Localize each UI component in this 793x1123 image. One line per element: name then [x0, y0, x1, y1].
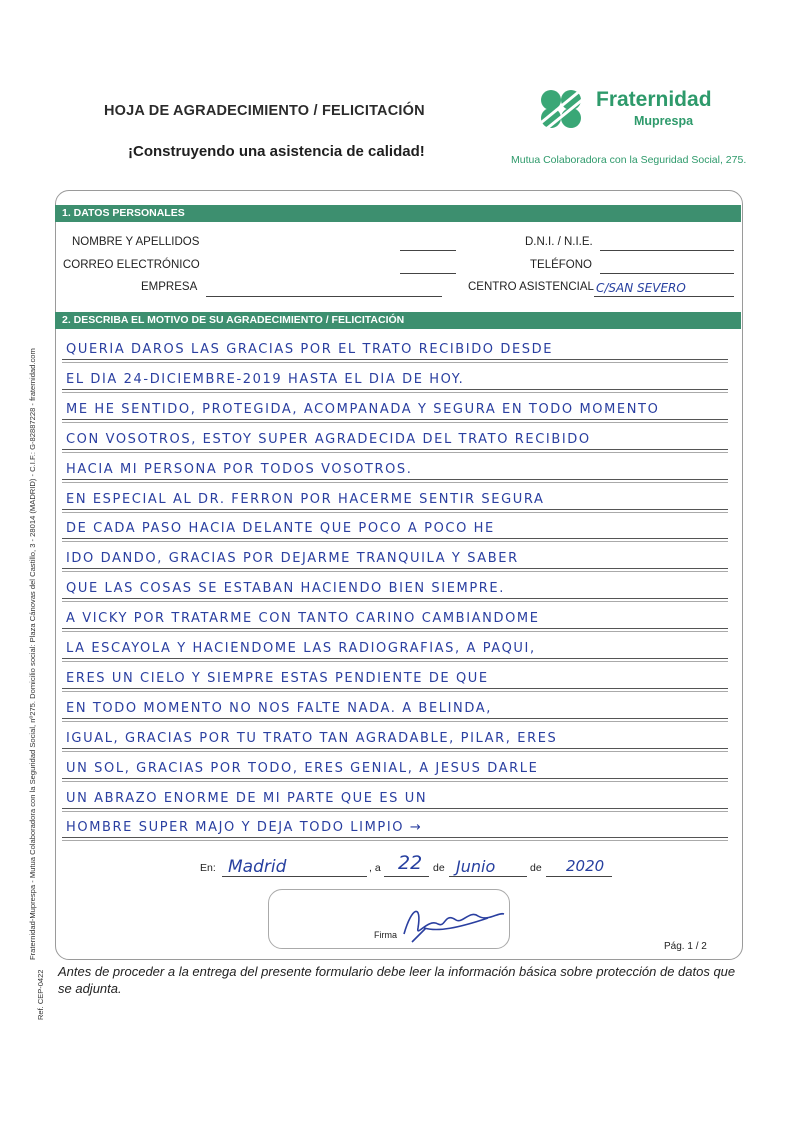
message-line-text: UN SOL, GRACIAS POR TODO, ERES GENIAL, A JESÚS DARLE: [66, 760, 539, 776]
month-value: Junio: [456, 857, 496, 876]
ruled-line[interactable]: [62, 598, 728, 599]
brand-sub: Muprespa: [634, 114, 694, 128]
message-line-text: HOMBRE SUPER MAJO Y DEJA TODO LIMPIO →: [66, 820, 423, 836]
ruled-line[interactable]: [62, 568, 728, 569]
ruled-line-secondary: [62, 691, 728, 692]
section-personal-header: 1. DATOS PERSONALES: [55, 205, 741, 222]
ruled-line[interactable]: [62, 479, 728, 480]
ruled-line-secondary: [62, 541, 728, 542]
ruled-line[interactable]: [62, 449, 728, 450]
message-line-text: A VICKY POR TRATARME CON TANTO CARIÑO CAMBIÁNDOME: [66, 611, 540, 627]
signature-scribble-icon: [398, 898, 508, 949]
de2-label: de: [530, 862, 542, 874]
message-line-text: EL DÍA 24-DICIEMBRE-2019 HASTA EL DÍA DE HOY.: [66, 371, 465, 387]
dni-field[interactable]: [600, 238, 734, 251]
ruled-line-secondary: [62, 452, 728, 453]
message-line-text: EN TODO MOMENTO NO NOS FALTE NADA. A BELINDA,: [66, 700, 492, 716]
ruled-line-secondary: [62, 422, 728, 423]
dni-label: D.N.I. / N.I.E.: [525, 236, 593, 248]
ruled-line-secondary: [62, 840, 728, 841]
day-value: 22: [398, 852, 423, 874]
centro-value: C/SAN SEVERO: [596, 281, 686, 295]
ruled-line-secondary: [62, 362, 728, 363]
message-line-text: CON VOSOTROS, ESTOY SUPER AGRADECIDA DEL TRATO RECIBIDO: [66, 431, 591, 447]
message-line-text: DE CADA PASO HACIA DELANTE QUE POCO A POCO HE: [66, 521, 495, 537]
ruled-line-secondary: [62, 721, 728, 722]
fraternidad-logo-icon: [533, 86, 593, 132]
ruled-line[interactable]: [62, 658, 728, 659]
telefono-field[interactable]: [600, 261, 734, 274]
message-line-text: IGUAL, GRACIAS POR TU TRATO TAN AGRADABLE, PILAR, ERES: [66, 730, 558, 746]
form-frame: [55, 190, 743, 960]
centro-label: CENTRO ASISTENCIAL: [468, 281, 594, 293]
footer-notice: Antes de proceder a la entrega del presente formulario debe leer la información básica sobre protección de datos que se adjunta.: [58, 964, 736, 996]
year-value: 2020: [566, 857, 605, 875]
ruled-line-secondary: [62, 631, 728, 632]
ruled-line[interactable]: [62, 538, 728, 539]
ruled-line[interactable]: [62, 688, 728, 689]
message-line-text: QUE LAS COSAS SE ESTABAN HACIENDO BIEN SIEMPRE.: [66, 581, 505, 597]
message-line-text: HACIA MI PERSONA POR TODOS VOSOTROS.: [66, 461, 413, 477]
form-title: HOJA DE AGRADECIMIENTO / FELICITACIÓN: [104, 103, 425, 119]
message-line-text: EN ESPECIAL AL DR. FERRÓN POR HACERME SENTIR SEGURA: [66, 491, 545, 507]
message-line-text: IDO DANDO, GRACIAS POR DEJARME TRANQUILA Y SABER: [66, 551, 519, 567]
ruled-line[interactable]: [62, 628, 728, 629]
correo-field[interactable]: [400, 261, 456, 274]
ruled-line[interactable]: [62, 359, 728, 360]
city-value: Madrid: [228, 857, 287, 877]
ruled-line[interactable]: [62, 808, 728, 809]
nombre-label: NOMBRE Y APELLIDOS: [72, 236, 200, 248]
message-line-text: LA ESCAYOLA Y HACIÉNDOME LAS RADIOGRAFÍAS, A PAQUI,: [66, 641, 536, 656]
ruled-line[interactable]: [62, 837, 728, 838]
ruled-line[interactable]: [62, 389, 728, 390]
ruled-line-secondary: [62, 661, 728, 662]
ruled-line[interactable]: [62, 509, 728, 510]
ref-code: Ref. CEP-0422: [36, 969, 45, 1020]
message-line-text: QUERÍA DAROS LAS GRACIAS POR EL TRATO RECIBIDO DESDE: [66, 342, 554, 357]
de1-label: de: [433, 862, 445, 874]
ruled-line[interactable]: [62, 778, 728, 779]
ruled-line[interactable]: [62, 748, 728, 749]
empresa-label: EMPRESA: [141, 281, 198, 293]
ruled-line[interactable]: [62, 419, 728, 420]
ruled-line-secondary: [62, 781, 728, 782]
empresa-field[interactable]: [206, 284, 442, 297]
section-motivo-header: 2. DESCRIBA EL MOTIVO DE SU AGRADECIMIENTO / FELICITACIÓN: [55, 312, 741, 329]
ruled-line[interactable]: [62, 718, 728, 719]
ruled-line-secondary: [62, 811, 728, 812]
side-legal-text: Fraternidad-Muprespa - Mutua Colaboradora con la Seguridad Social, nº275. Domicilio social: Plaza Cánovas del Castillo, 3 - 28014 (MADRID) - C.I.F.: G-82887228 - fraternidad.com: [28, 348, 37, 960]
message-line-text: ME HE SENTIDO, PROTEGIDA, ACOMPAÑADA Y SEGURA EN TODO MOMENTO: [66, 401, 660, 417]
nombre-field[interactable]: [400, 238, 456, 251]
ruled-line-secondary: [62, 751, 728, 752]
ruled-line-secondary: [62, 512, 728, 513]
correo-label: CORREO ELECTRÓNICO: [63, 259, 200, 271]
ruled-line-secondary: [62, 392, 728, 393]
a-label: , a: [369, 862, 381, 874]
message-line-text: UN ABRAZO ENORME DE MI PARTE QUE ES UN: [66, 790, 428, 806]
firma-label: Firma: [374, 930, 397, 940]
mutua-text: Mutua Colaboradora con la Seguridad Social, 275.: [511, 154, 747, 166]
telefono-label: TELÉFONO: [530, 259, 592, 271]
ruled-line-secondary: [62, 482, 728, 483]
message-line-text: ERES UN CIELO Y SIEMPRE ESTÁS PENDIENTE DE QUE: [66, 670, 489, 686]
ruled-line-secondary: [62, 571, 728, 572]
form-subtitle: ¡Construyendo una asistencia de calidad!: [128, 143, 425, 160]
en-label: En:: [200, 862, 216, 874]
ruled-line-secondary: [62, 601, 728, 602]
page-number: Pág. 1 / 2: [664, 941, 707, 952]
brand-name: Fraternidad: [596, 88, 712, 111]
